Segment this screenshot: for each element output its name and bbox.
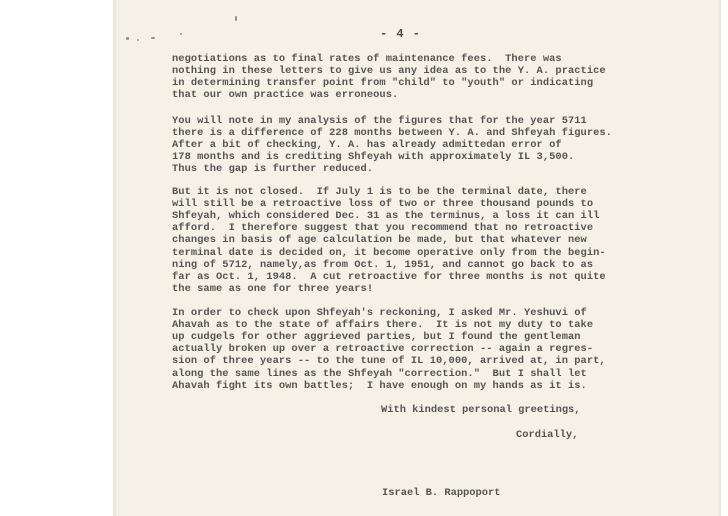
body-line: After a bit of checking, Y. A. has already admittedan error of <box>172 139 562 152</box>
scan-margin-right <box>721 0 728 516</box>
page-number: - 4 - <box>380 27 422 41</box>
body-line: But it is not closed. If July 1 is to be the terminal date, there <box>172 186 587 198</box>
body-line: in determining transfer point from "child" to "youth" or indicating <box>172 77 594 90</box>
body-line: afford. I therefore suggest that you recommend that no retroactive <box>172 222 594 235</box>
body-line: 178 months and is crediting Shfeyah with approximately IL 3,500. <box>172 151 575 164</box>
body-line: negotiations as to final rates of maintenance fees. There was <box>172 53 562 65</box>
body-line: You will note in my analysis of the figures that for the year 5711 <box>172 115 587 127</box>
valediction: Cordially, <box>516 429 579 441</box>
body-line: far as Oct. 1, 1948. A cut retroactive for three months is not quite <box>172 270 606 283</box>
body-line: nothing in these letters to give us any idea as to the Y. A. practice <box>172 65 606 78</box>
body-line: changes in basis of age calculation be made, but that whatever new <box>172 234 587 247</box>
body-line: along the same lines as the Shfeyah "correction." But I shall let <box>172 367 587 380</box>
body-line: Shfeyah, which considered Dec. 31 as the terminus, a loss it can ill <box>172 210 600 223</box>
body-line: Thus the gap is further reduced. <box>172 163 374 176</box>
body-line: will still be a retroactive loss of two or three thousand pounds to <box>172 198 594 211</box>
scan-speck <box>126 37 129 40</box>
body-line: Ahavah as to the state of affairs there. It is not my duty to take <box>172 319 594 332</box>
scan-speck <box>151 37 155 39</box>
body-line: actually broken up over a retroactive correction -- again a regres- <box>172 343 594 356</box>
scan-margin-left <box>0 0 113 516</box>
body-line: terminal date is decided on, it become operative only from the begin- <box>172 246 606 259</box>
body-line: up cudgels for other aggrieved parties, but I found the gentleman <box>172 331 581 344</box>
body-line: the same as one for three years! <box>172 282 374 295</box>
body-line: that our own practice was erroneous. <box>172 89 399 102</box>
closing-greeting: With kindest personal greetings, <box>381 404 581 416</box>
body-line: Ahavah fight its own battles; I have enough on my hands as it is. <box>172 379 587 392</box>
scan-speck <box>180 33 182 35</box>
body-line: ning of 5712, namely,as from Oct. 1, 1951, and cannot go back to as <box>172 258 594 271</box>
signature-name: Israel B. Rappoport <box>382 487 501 499</box>
body-line: sion of three years -- to the tune of IL 10,000, arrived at, in part, <box>172 355 606 368</box>
body-line: In order to check upon Shfeyah's reckoning, I asked Mr. Yeshuvi of <box>172 307 587 319</box>
scan-speck <box>137 39 139 41</box>
scan-speck <box>235 16 237 21</box>
body-line: there is a difference of 228 months between Y. A. and Shfeyah figures. <box>172 127 612 140</box>
